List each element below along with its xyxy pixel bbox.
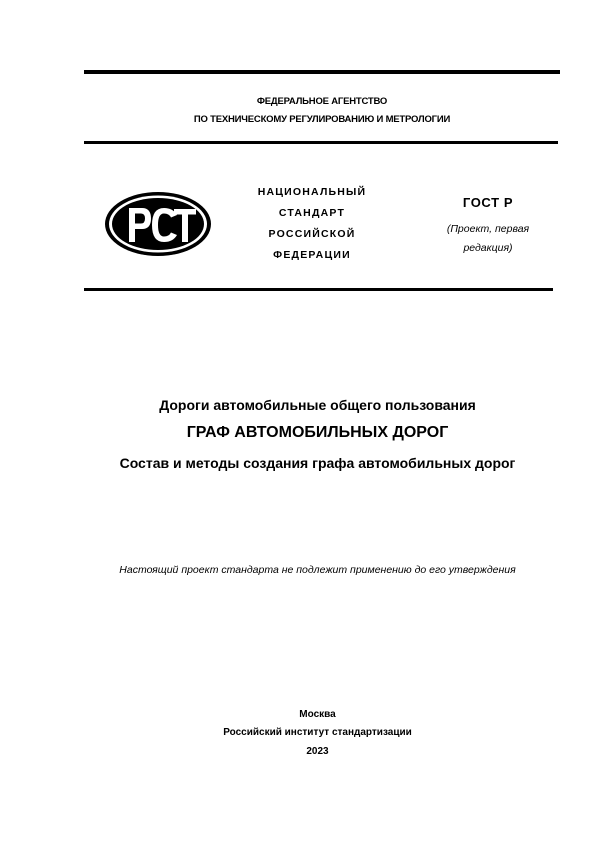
draft-note-line-1: (Проект, первая: [446, 223, 530, 235]
footer-year: 2023: [306, 746, 329, 757]
standard-type-line-3: РОССИЙСКОЙ: [268, 228, 356, 240]
footer-city: Москва: [299, 709, 336, 720]
document-title-line-1: Дороги автомобильные общего пользования: [159, 397, 476, 413]
standard-type-line-1: НАЦИОНАЛЬНЫЙ: [257, 186, 367, 198]
standard-type-line-4: ФЕДЕРАЦИИ: [273, 249, 351, 261]
rst-certification-mark-icon: [103, 190, 213, 258]
document-subtitle: Состав и методы создания графа автомобильных дорог: [119, 455, 516, 471]
header-middle-rule: [84, 141, 558, 144]
footer-publisher: Российский институт стандартизации: [223, 727, 412, 738]
draft-notice: Настоящий проект стандарта не подлежит применению до его утверждения: [119, 564, 516, 576]
draft-note-line-2: редакция): [463, 242, 513, 254]
header-top-rule: [84, 70, 560, 74]
document-title-main: ГРАФ АВТОМОБИЛЬНЫХ ДОРОГ: [186, 424, 449, 441]
agency-name-line-2: ПО ТЕХНИЧЕСКОМУ РЕГУЛИРОВАНИЮ И МЕТРОЛОГИИ: [193, 114, 451, 125]
agency-name-line-1: ФЕДЕРАЛЬНОЕ АГЕНТСТВО: [256, 96, 388, 107]
standard-type-line-2: СТАНДАРТ: [278, 207, 346, 219]
gost-designation: ГОСТ Р: [462, 195, 514, 210]
header-bottom-rule: [84, 288, 553, 291]
